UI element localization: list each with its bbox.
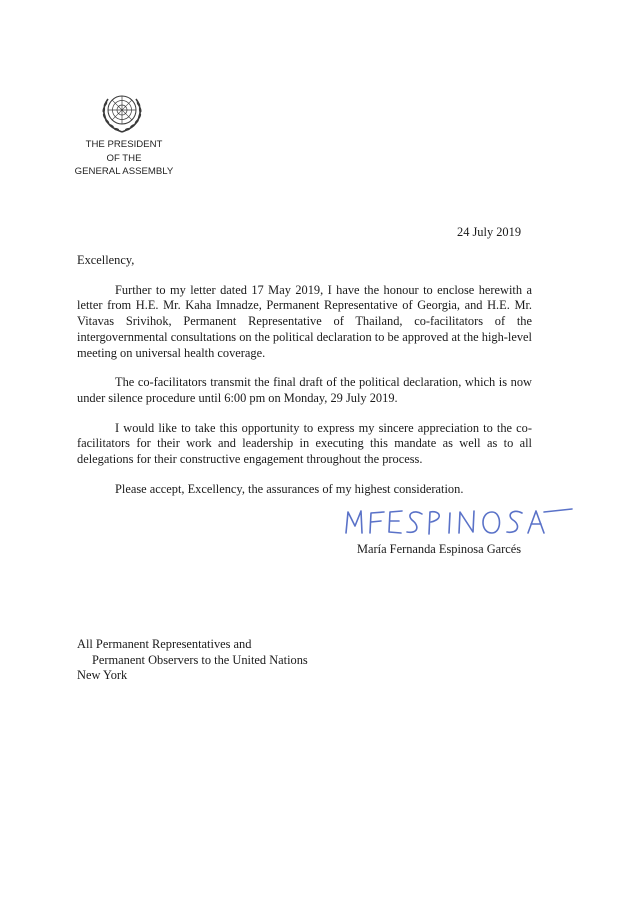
letterhead-line-1: THE PRESIDENT: [85, 139, 163, 150]
paragraph-silence-procedure: The co-facilitators transmit the final draft of the political declaration, which is now under silence procedure until 6:00 pm on Monday, 29 July 2019.: [77, 375, 532, 405]
un-emblem-icon: [98, 89, 146, 137]
letter-date: 24 July 2019: [457, 225, 522, 239]
letterhead-line-3: GENERAL ASSEMBLY: [74, 166, 174, 177]
distribution-line-1: All Permanent Representatives and: [77, 637, 252, 651]
salutation: Excellency,: [77, 253, 135, 267]
distribution-line-2: Permanent Observers to the United Nations: [92, 652, 308, 667]
letterhead: [60, 138, 188, 179]
distribution-line-3: New York: [77, 668, 128, 682]
handwritten-signature: [340, 502, 575, 540]
distribution-block: [77, 637, 308, 684]
paragraph-appreciation: I would like to take this opportunity to express my sincere appreciation to the co-facilitators for their work and leadership in executing this mandate as well as to all delegations for their constructive engagement throughout the process.: [77, 420, 532, 467]
letterhead-line-2: OF THE: [106, 152, 142, 164]
signatory-name: María Fernanda Espinosa Garcés: [357, 542, 522, 556]
paragraph-closing: Please accept, Excellency, the assurances of my highest consideration.: [115, 481, 464, 496]
letter-body: [77, 253, 532, 497]
paragraph-enclosure: Further to my letter dated 17 May 2019, I have the honour to enclose herewith a letter from H.E. Mr. Kaha Imnadze, Permanent Representative of Georgia, and H.E. Mr. Vitavas Srivihok, Permanent Representative of Thailand, co-facilitators of the intergovernmental consultations on the political declaration to be approved at the high-level meeting on universal health coverage.: [77, 282, 532, 360]
